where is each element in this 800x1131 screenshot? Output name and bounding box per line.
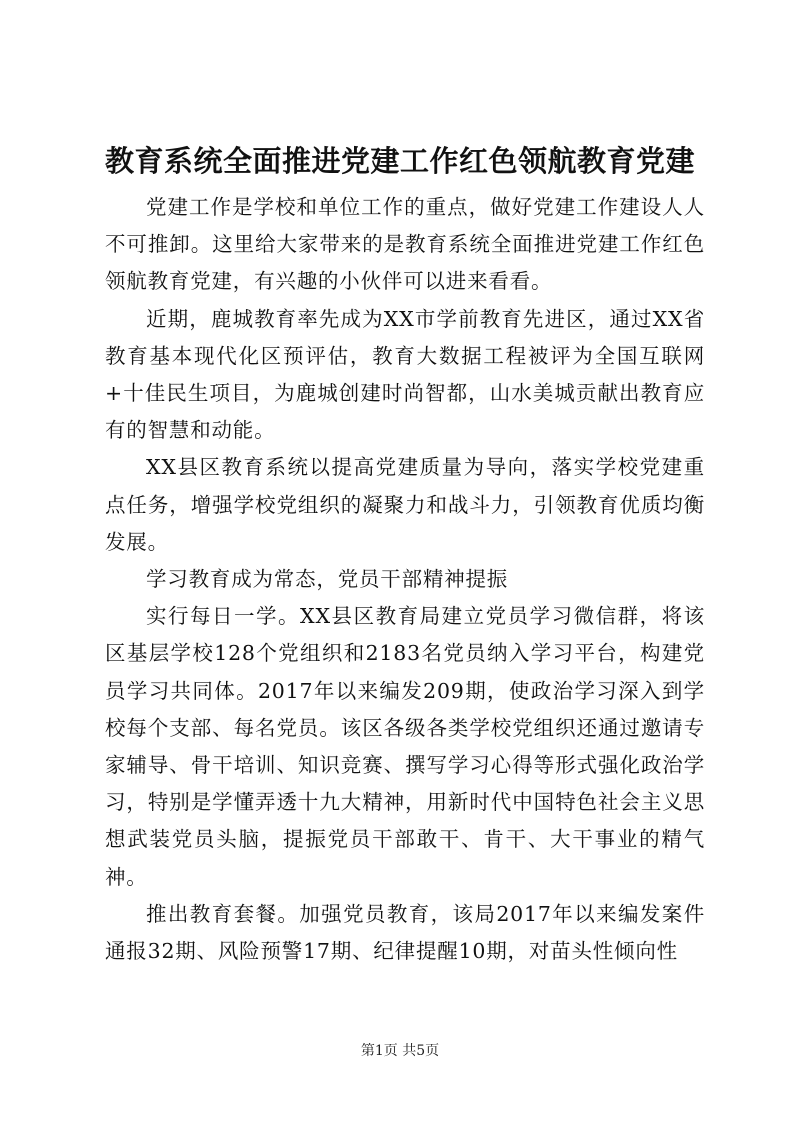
paragraph-education-package: 推出教育套餐。加强党员教育，该局2017年以来编发案件通报32期、风险预警17期、纪律提醒10期，对苗头性倾向性	[105, 901, 705, 964]
section-heading-study-education: 学习教育成为常态，党员干部精神提振	[146, 567, 509, 592]
document-title: 教育系统全面推进党建工作红色领航教育党建	[105, 144, 696, 178]
paragraph-recent-achievements: 近期，鹿城教育率先成为XX市学前教育先进区，通过XX省教育基本现代化区预评估，教育大数据工程被评为全国互联网+十佳民生项目，为鹿城创建时尚智都，山水美城贡献出教育应有的智慧和动能。	[105, 306, 705, 443]
paragraph-intro: 党建工作是学校和单位工作的重点，做好党建工作建设人人不可推卸。这里给大家带来的是教育系统全面推进党建工作红色领航教育党建，有兴趣的小伙伴可以进来看看。	[105, 195, 705, 294]
document-body	[105, 189, 705, 970]
page-footer: 第1页 共5页	[360, 1043, 440, 1059]
paragraph-daily-study: 实行每日一学。XX县区教育局建立党员学习微信群，将该区基层学校128个党组织和2183名党员纳入学习平台，构建党员学习共同体。2017年以来编发209期，使政治学习深入到学校每个支部、每名党员。该区各级各类学校党组织还通过邀请专家辅导、骨干培训、知识竞赛、撰写学习心得等形式强化政治学习，特别是学懂弄透十九大精神，用新时代中国特色社会主义思想武装党员头脑，提振党员干部敢干、肯干、大干事业的精气神。	[105, 604, 705, 889]
paragraph-party-quality: XX县区教育系统以提高党建质量为导向，落实学校党建重点任务，增强学校党组织的凝聚力和战斗力，引领教育优质均衡发展。	[105, 455, 705, 554]
